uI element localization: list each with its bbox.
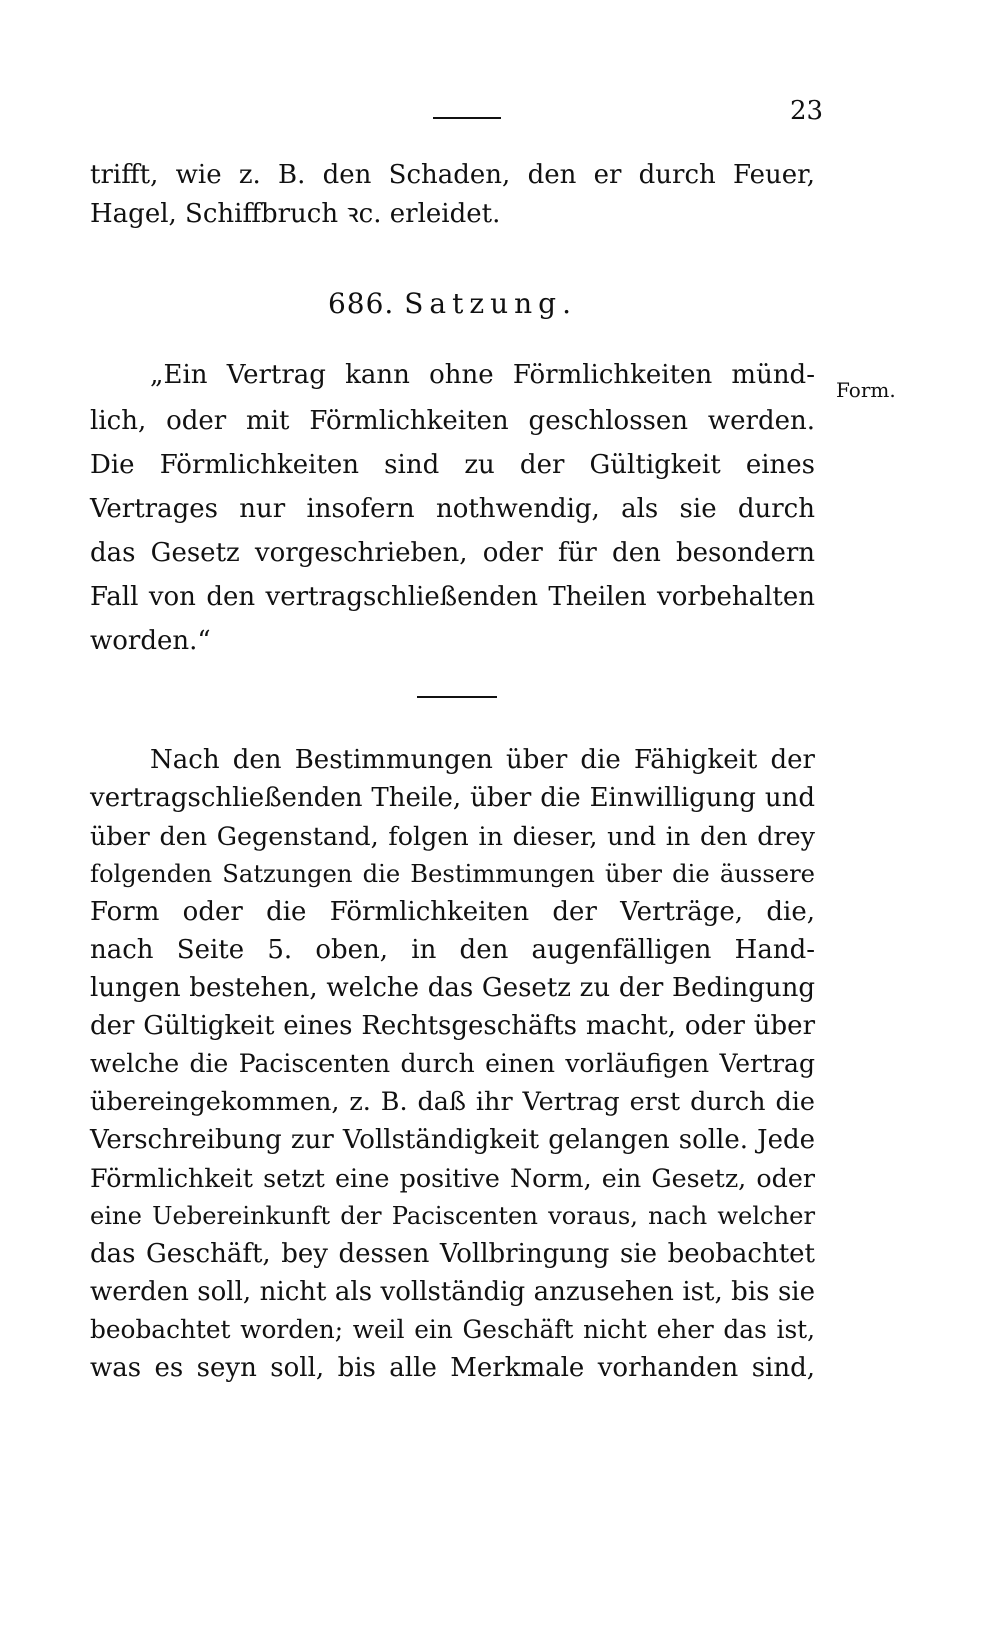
section-heading (90, 286, 815, 322)
commentary-line-4: folgenden Satzungen die Bestimmungen über die äussere (90, 860, 815, 888)
commentary-line-2: vertragschließenden Theile, über die Einwilligung und (90, 783, 815, 813)
commentary-line-6: nach Seite 5. oben, in den augenfälligen Hand- (90, 935, 815, 965)
quote-line-6: Fall von den vertragschließenden Theilen vorbehalten (90, 582, 815, 612)
section-title: Satzung. (404, 287, 578, 320)
commentary-line-9: welche die Paciscenten durch einen vorläufigen Vertrag (90, 1049, 815, 1078)
section-number: 686. (327, 287, 395, 320)
commentary-line-8: der Gültigkeit eines Rechtsgeschäfts macht, oder über (90, 1011, 815, 1041)
commentary-line-1: Nach den Bestimmungen über die Fähigkeit der (150, 745, 815, 775)
commentary-line-16: beobachtet worden; weil ein Geschäft nicht eher das ist, (90, 1315, 815, 1344)
quote-line-2: lich, oder mit Förmlichkeiten geschlossen werden. (90, 406, 815, 436)
commentary-line-14: das Geschäft, bey dessen Vollbringung sie beobachtet (90, 1239, 815, 1269)
commentary-line-7: lungen bestehen, welche das Gesetz zu der Bedingung (90, 973, 815, 1003)
quote-line-4: Vertrages nur insofern nothwendig, als sie durch (90, 494, 815, 524)
commentary-line-5: Form oder die Förmlichkeiten der Verträge, die, (90, 897, 815, 927)
commentary-line-15: werden soll, nicht als vollständig anzusehen ist, bis sie (90, 1277, 815, 1307)
commentary-line-17: was es seyn soll, bis alle Merkmale vorhanden sind, (90, 1353, 815, 1383)
commentary-line-12: Förmlichkeit setzt eine positive Norm, ein Gesetz, oder (90, 1163, 815, 1193)
commentary-line-13: eine Uebereinkunft der Paciscenten voraus, nach welcher (90, 1202, 815, 1230)
commentary-line-11: Verschreibung zur Vollständigkeit gelangen solle. Jede (90, 1125, 815, 1155)
page-number: 23 (790, 96, 824, 126)
quote-line-5: das Gesetz vorgeschrieben, oder für den besondern (90, 538, 815, 568)
quote-line-1: „Ein Vertrag kann ohne Förmlichkeiten münd- (150, 360, 815, 390)
margin-note: Form. (836, 378, 896, 402)
commentary-line-3: über den Gegenstand, folgen in dieser, und in den drey (90, 821, 815, 851)
quote-line-7: worden.“ (90, 626, 211, 656)
commentary-line-10: übereingekommen, z. B. daß ihr Vertrag erst durch die (90, 1087, 815, 1117)
intro-line-2: Hagel, Schiffbruch ꝛc. erleidet. (90, 199, 501, 229)
quote-line-3: Die Förmlichkeiten sind zu der Gültigkeit eines (90, 450, 815, 480)
section-divider (417, 696, 497, 698)
intro-line-1: trifft, wie z. B. den Schaden, den er durch Feuer, (90, 160, 815, 190)
header-rule (433, 117, 501, 119)
